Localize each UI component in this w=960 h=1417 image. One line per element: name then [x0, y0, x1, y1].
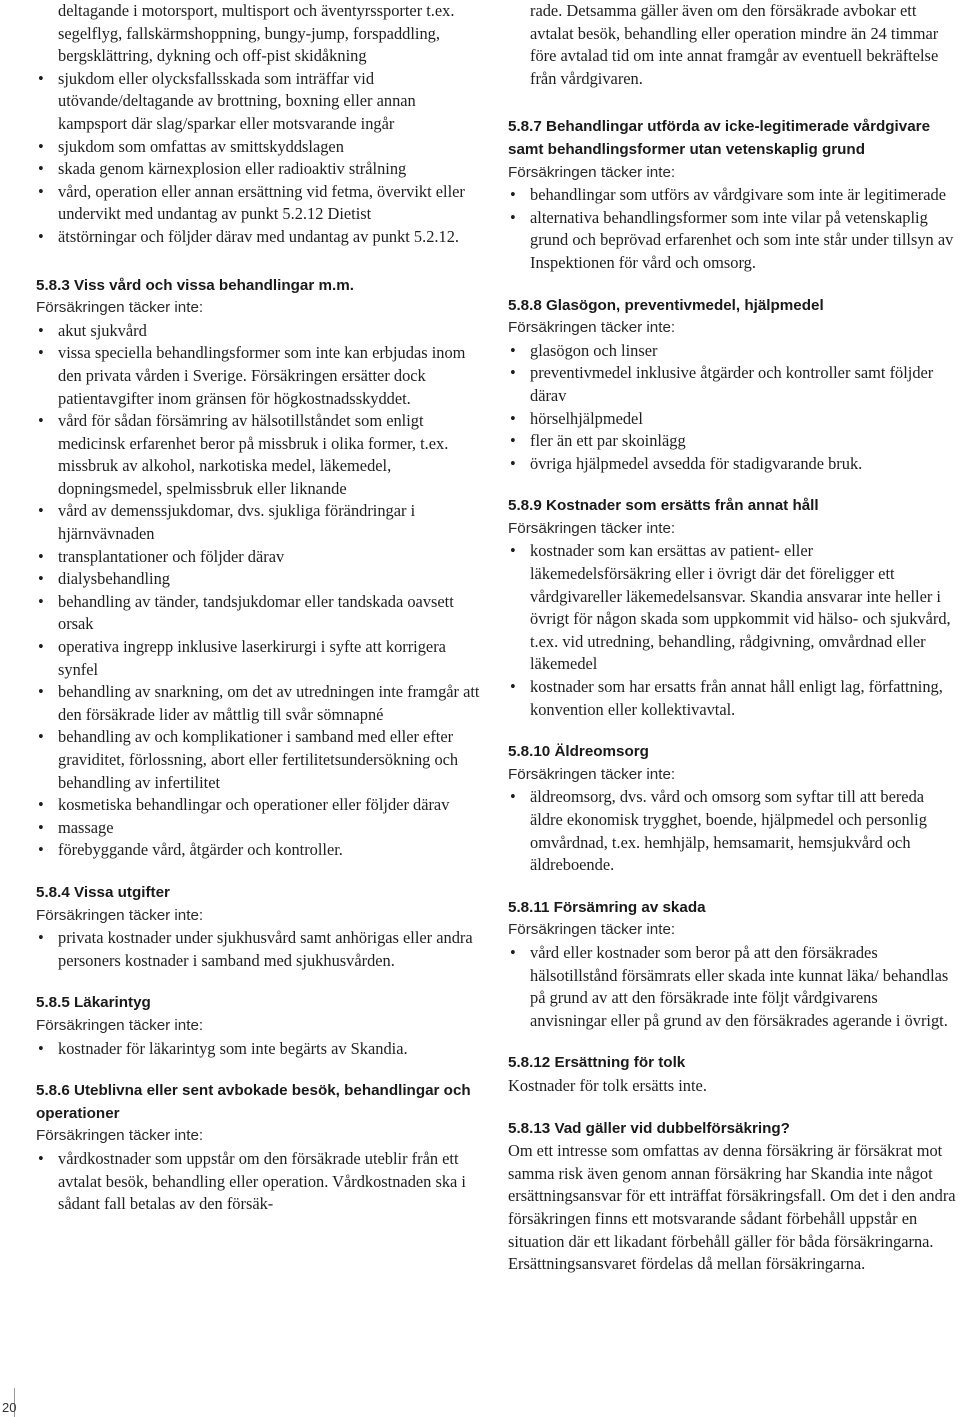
section-heading: 5.8.7 Behandlingar utförda av icke-legitimerade vårdgivare samt behandlingsformer utan vetenskaplig grund: [508, 118, 931, 158]
list-item: • fler än ett par skoinlägg: [508, 430, 956, 453]
list-item: • privata kostnader under sjukhusvård samt anhörigas eller andra personers kostnader i samband med sjukhusvården.: [36, 927, 482, 972]
list-item: • akut sjukvård: [36, 320, 482, 343]
section-intro: Försäkringen täcker inte:: [508, 519, 676, 537]
section-intro: Försäkringen täcker inte:: [508, 765, 676, 783]
exclusion-list: [36, 68, 482, 249]
section-5-8-12: [508, 1052, 956, 1097]
list-item: • kosmetiska behandlingar och operationer eller följder därav: [36, 794, 482, 817]
section-5-8-7: [508, 116, 956, 274]
section-heading: 5.8.12 Ersättning för tolk: [508, 1054, 686, 1072]
section-intro: Försäkringen täcker inte:: [36, 1016, 204, 1034]
list-item: • förebyggande vård, åtgärder och kontroller.: [36, 839, 482, 862]
exclusion-list: [36, 320, 482, 862]
list-item: • dialysbehandling: [36, 568, 482, 591]
exclusion-list: [508, 184, 956, 274]
list-item: • vård, operation eller annan ersättning vid fetma, övervikt eller undervikt med undantag av punkt 5.2.12 Dietist: [36, 181, 482, 226]
section-heading: 5.8.13 Vad gäller vid dubbelförsäkring?: [508, 1119, 790, 1137]
section-heading: 5.8.5 Läkarintyg: [36, 994, 151, 1012]
section-body: Om ett intresse som omfattas av denna försäkring är försäkrat mot samma risk även genom annan försäkring har Skandia inte något ersättningsansvar för ett inträffat försäkringsfall. Om det i den andra försäkringen finns ett motsvarande sådant förbehåll uppstår en situation där ett likadant förbehåll gäller för båda försäkringarna. Ersättningsansvaret fördelas då mellan försäkringarna.: [508, 1141, 956, 1274]
exclusion-list: [36, 1038, 482, 1061]
list-item: • behandling av snarkning, om det av utredningen inte framgår att den försäkrade lider av måttlig till svår sömnapné: [36, 681, 482, 726]
list-item: • vård eller kostnader som beror på att den försäkrades hälsotillstånd försämrats eller skada inte kunnat läka/ behandlas på grund av att den försäkrade inte följt vårdgivarens anvisningar eller på grund av den försäkrades agerande i övrigt.: [508, 942, 956, 1032]
list-item: • skada genom kärnexplosion eller radioaktiv strålning: [36, 158, 482, 181]
section-heading: 5.8.4 Vissa utgifter: [36, 883, 170, 901]
list-item: • massage: [36, 817, 482, 840]
exclusion-list: [508, 540, 956, 721]
list-item: • behandling av och komplikationer i samband med eller efter graviditet, förlossning, abort eller fertilitetsundersökning och behandling av infertilitet: [36, 726, 482, 794]
list-item: • sjukdom som omfattas av smittskyddslagen: [36, 136, 482, 159]
section-heading: 5.8.11 Försämring av skada: [508, 898, 706, 916]
list-item: • preventivmedel inklusive åtgärder och kontroller samt följder därav: [508, 362, 956, 407]
list-item: • övriga hjälpmedel avsedda för stadigvarande bruk.: [508, 453, 956, 476]
exclusion-list: [508, 340, 956, 476]
list-item: • vissa speciella behandlingsformer som inte kan erbjudas inom den privata vården i Sverige. Försäkringen ersätter dock patientavgifter inom gränsen för högkostnadsskyddet.: [36, 342, 482, 410]
section-5-8-9: [508, 495, 956, 721]
section-heading: 5.8.3 Viss vård och vissa behandlingar m.m.: [36, 276, 354, 294]
section-heading: 5.8.9 Kostnader som ersätts från annat håll: [508, 497, 819, 515]
section-heading: 5.8.6 Uteblivna eller sent avbokade besök, behandlingar och operationer: [36, 1082, 471, 1122]
exclusion-list: [508, 942, 956, 1032]
section-5-8-3: [36, 275, 482, 862]
list-item: • transplantationer och följder därav: [36, 546, 482, 569]
list-item: • behandlingar som utförs av vårdgivare som inte är legitimerade: [508, 184, 956, 207]
list-item: • ätstörningar och följder därav med undantag av punkt 5.2.12.: [36, 226, 482, 249]
list-item: • kostnader som kan ersättas av patient- eller läkemedelsförsäkring eller i övrigt där det föreligger ett vårdgivareller läkemedelsansvar. Skandia ansvarar inte heller i övrigt för någon skada som uppkommit vid hälso- och sjukvård, t.ex. vid utredning, behandling, rådgivning, omvårdnad eller läkemedel: [508, 540, 956, 676]
section-5-8-13: [508, 1118, 956, 1276]
right-column: [508, 0, 956, 1276]
section-5-8-8: [508, 295, 956, 476]
exclusion-list: [508, 786, 956, 876]
exclusion-list: [36, 1148, 482, 1216]
section-5-8-10: [508, 741, 956, 877]
list-item: • kostnader för läkarintyg som inte begärts av Skandia.: [36, 1038, 482, 1061]
section-5-8-11: [508, 897, 956, 1033]
list-item: • operativa ingrepp inklusive laserkirurgi i syfte att korrigera synfel: [36, 636, 482, 681]
section-5-8-5: [36, 992, 482, 1060]
section-intro: Försäkringen täcker inte:: [36, 906, 204, 924]
section-intro: Försäkringen täcker inte:: [508, 163, 676, 181]
list-item: • äldreomsorg, dvs. vård och omsorg som syftar till att bereda äldre ekonomisk trygghet, boende, hjälpmedel och personlig omvårdnad, t.ex. hemhjälp, hemsamarit, hemsjukvård och äldreboende.: [508, 786, 956, 876]
list-item: • sjukdom eller olycksfallsskada som inträffar vid utövande/deltagande av brottning, boxning eller annan kampsport där slag/sparkar eller motsvarande ingår: [36, 68, 482, 136]
list-item: • vårdkostnader som uppstår om den försäkrade uteblir från ett avtalat besök, behandling eller operation. Vårdkostnaden ska i sådant fall betalas av den försäk-: [36, 1148, 482, 1216]
list-item: • glasögon och linser: [508, 340, 956, 363]
section-intro: Försäkringen täcker inte:: [508, 319, 676, 337]
list-item: • behandling av tänder, tandsjukdomar eller tandskada oavsett orsak: [36, 591, 482, 636]
list-item: • alternativa behandlingsformer som inte vilar på vetenskaplig grund och beprövad erfarenhet och som inte står under tillsyn av Inspektionen för vård och omsorg.: [508, 207, 956, 275]
section-intro: Försäkringen täcker inte:: [508, 921, 676, 939]
page-number: 20: [2, 1400, 17, 1415]
continued-list-item: deltagande i motorsport, multisport och äventyrssporter t.ex. segelflyg, fallskärmshoppning, bungy-jump, forspaddling, bergsklättring, dykning och off-pist skidåkning: [58, 1, 455, 66]
section-intro: Försäkringen täcker inte:: [36, 1127, 204, 1145]
section-body: Kostnader för tolk ersätts inte.: [508, 1075, 707, 1095]
section-5-8-4: [36, 882, 482, 972]
list-item: • hörselhjälpmedel: [508, 408, 956, 431]
section-heading: 5.8.8 Glasögon, preventivmedel, hjälpmedel: [508, 296, 824, 314]
section-5-8-6: [36, 1080, 482, 1216]
continued-list-item: rade. Detsamma gäller även om den försäkrade avbokar ett avtalat besök, behandling eller operation mindre än 24 timmar före avtalad tid om inte annat framgår av eventuell bekräftelse från vårdgivaren.: [530, 1, 939, 88]
list-item: • kostnader som har ersatts från annat håll enligt lag, författning, konvention eller kollektivavtal.: [508, 676, 956, 721]
section-intro: Försäkringen täcker inte:: [36, 299, 204, 317]
left-column: [36, 0, 482, 1216]
exclusion-list: [36, 927, 482, 972]
list-item: • vård för sådan försämring av hälsotillståndet som enligt medicinsk erfarenhet beror på missbruk i olika former, t.ex. missbruk av alkohol, narkotiska medel, läkemedel, dopningsmedel, spelmissbruk eller liknande: [36, 410, 482, 500]
list-item: • vård av demenssjukdomar, dvs. sjukliga förändringar i hjärnvävnaden: [36, 500, 482, 545]
section-heading: 5.8.10 Äldreomsorg: [508, 743, 649, 761]
